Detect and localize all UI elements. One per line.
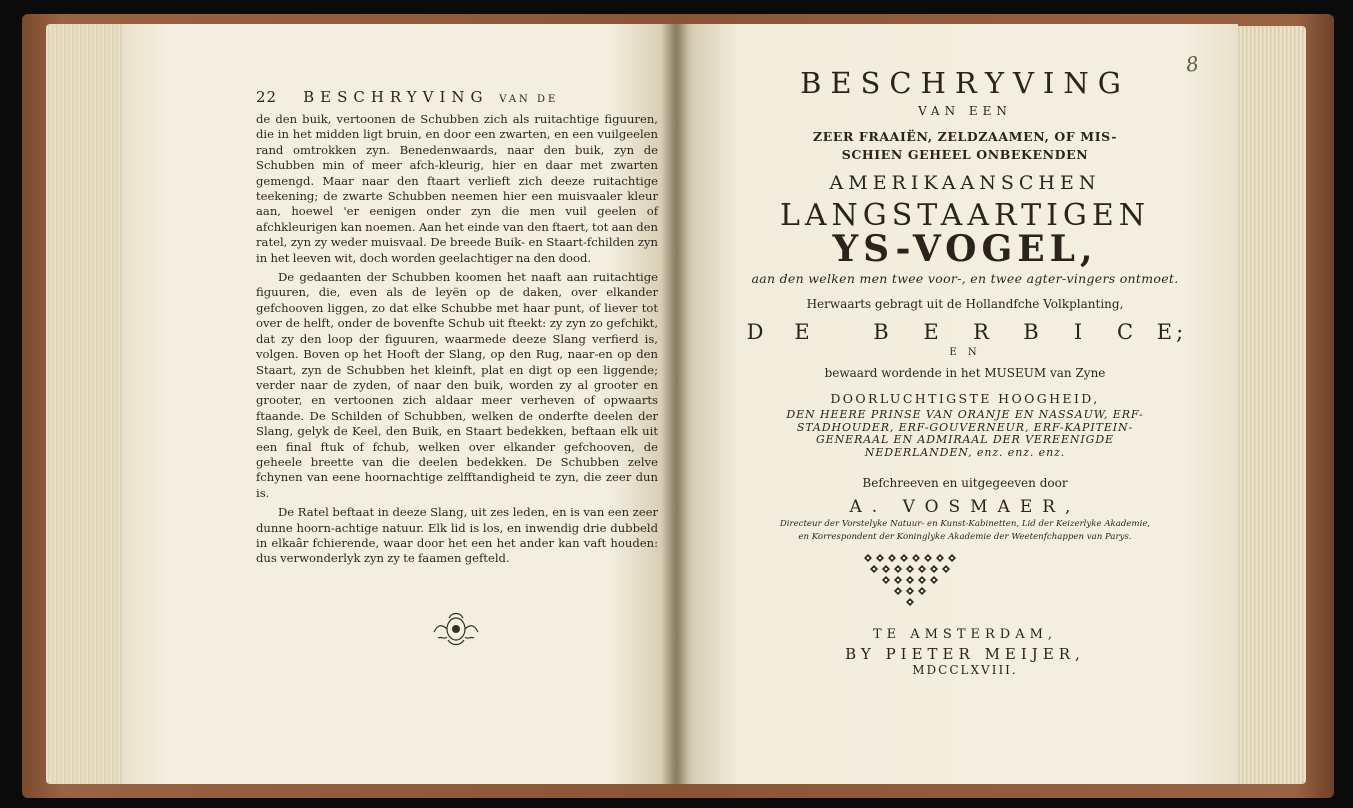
title-van-een: VAN EEN xyxy=(918,104,1012,118)
fleuron-dot xyxy=(897,590,900,593)
running-head xyxy=(256,88,666,106)
prince-line: GENERAAL EN ADMIRAAL DER VEREENIGDE xyxy=(816,433,1114,447)
bleed-through-text xyxy=(560,624,650,684)
fleuron-ornament xyxy=(858,552,962,610)
berbice-letter: E; xyxy=(1156,320,1188,344)
berbice-letter: R xyxy=(973,320,993,344)
paragraph: De gedaanten der Schubben koomen het naaft aan ruitachtige figuuren, die, even als de leyën op de daken, over elkander gefchooven liggen, zo dat elke Schubbe met haar punt, of liever tot over de helft, onder de bovenfte Schub uit fteekt: zy zyn zo gefchikt, dat zy den loop der figuuren, waarmede deeze Slang verfierd is, volgen. Boven op het Hooft der Slang, op den Rug, naar-en op den Staart, zyn de Schubben het kleinft, plat en digt op een liggende; verder naar de zyden, of naar den buik, worden zy al grooter en grooter, en vertoonen zich aldaar meer verheven of opwaarts ftaande. De Schilden of Schubben, welken de onderfte deelen der Slang, gelyk de Keel, den Buik, en Staart bedekken, beftaan elk uit een final ftuk of fchub, welken over elkander gefchooven, de geheele breette van die deelen bedekken. De Schubben zelve fchynen van eene hoornachtige zelfftandigheid te zyn, die zeer dun is. xyxy=(256,270,658,500)
running-head-title: BESCHRYVING xyxy=(303,88,489,106)
herwaarts-line: Herwaarts gebragt uit de Hollandfche Volkplanting, xyxy=(806,297,1124,311)
prince-line: STADHOUDER, ERF-GOUVERNEUR, ERF-KAPITEIN- xyxy=(796,420,1134,434)
fleuron-dot xyxy=(897,568,900,571)
fleuron-dot xyxy=(933,568,936,571)
imprint-year: MDCCLXVIII. xyxy=(912,663,1018,677)
title-langstaartigen: LANGSTAARTIGEN xyxy=(779,198,1151,233)
left-body-text xyxy=(256,112,658,567)
prince-titles xyxy=(700,409,1230,459)
berbice-letter: B xyxy=(873,320,893,344)
doorluchtigste-line: DOORLUCHTIGSTE HOOGHEID, xyxy=(830,391,1100,406)
fleuron-dot xyxy=(909,579,912,582)
running-head-suffix: VAN DE xyxy=(499,94,559,105)
fleuron-dot xyxy=(867,557,870,560)
fleuron-dot xyxy=(921,590,924,593)
berbice-letter: E xyxy=(794,320,814,344)
fleuron-dot xyxy=(873,568,876,571)
berbice-letter: C xyxy=(1116,320,1138,344)
author-credentials xyxy=(700,518,1230,544)
book-gutter xyxy=(662,24,688,784)
fleuron-dot xyxy=(909,601,912,604)
title-amerikaanschen: AMERIKAANSCHEN xyxy=(829,172,1101,194)
berbice-letter: I xyxy=(1073,320,1087,344)
berbice-letter: B xyxy=(1023,320,1043,344)
imprint-printer: BY PIETER MEIJER, xyxy=(845,645,1085,663)
imprint-place: TE AMSTERDAM, xyxy=(872,627,1058,642)
bewaard-line: bewaard wordende in het MUSEUM van Zyne xyxy=(824,366,1106,380)
credentials-line: en Korrespondent der Koninglyke Akademie der Weetenfchappen van Parys. xyxy=(798,532,1132,542)
page-number: 22 xyxy=(256,88,278,106)
page-edges-right xyxy=(1236,26,1306,784)
tailpiece-ornament xyxy=(432,610,480,648)
fleuron-dot xyxy=(885,568,888,571)
fleuron-dot xyxy=(945,568,948,571)
fleuron-dot xyxy=(921,579,924,582)
prince-line: NEDERLANDEN, enz. enz. enz. xyxy=(864,445,1066,459)
subtitle-line: ZEER FRAAIËN, ZELDZAAMEN, OF MIS- xyxy=(812,129,1118,144)
handwritten-folio-number: 8 xyxy=(1184,51,1201,77)
berbice-letter: E xyxy=(923,320,943,344)
fleuron-dot xyxy=(915,557,918,560)
title: BESCHRYVING xyxy=(800,66,1130,100)
fleuron-dot xyxy=(903,557,906,560)
fleuron-dot xyxy=(909,568,912,571)
author-name: A. VOSMAER, xyxy=(849,497,1081,517)
fleuron-dot xyxy=(927,557,930,560)
paragraph: De Ratel beftaat in deeze Slang, uit zes leden, en is van een zeer dunne hoorn-achtige natuur. Elk lid is los, en inwendig drie dubbeld in elkaâr fchierende, waar door het een het ander kan vaft houden: dus verwonderlyk zyn zy te faamen gefteld. xyxy=(256,505,658,566)
title-ys-vogel: YS-VOGEL, xyxy=(832,228,1098,270)
subtitle-line: SCHIEN GEHEEL ONBEKENDEN xyxy=(841,147,1089,162)
subtitle xyxy=(700,128,1230,164)
befchreeven-line: Befchreeven en uitgegeeven door xyxy=(862,476,1068,490)
fleuron-dot xyxy=(921,568,924,571)
credentials-line: Directeur der Vorstelyke Natuur- en Kunst-Kabinetten, Lid der Keizerlyke Akademie, xyxy=(779,519,1151,529)
fleuron-dot xyxy=(891,557,894,560)
page-edges-left xyxy=(46,24,128,784)
prince-line: DEN HEERE PRINSE VAN ORANJE EN NASSAUW, ERF- xyxy=(786,408,1144,421)
fleuron-dot xyxy=(879,557,882,560)
berbice-letter: D xyxy=(746,320,768,344)
fleuron-dot xyxy=(897,579,900,582)
paragraph: de den buik, vertoonen de Schubben zich als ruitachtige figuuren, die in het midden ligt bruin, en door een zwarten, en een vuilgeelen rand omtrokken zyn. Benedenwaards, naar den buik, zyn de Schubben min of meer afch-kleurig, hier en daar met zwarten gemengd. Maar naar den ftaart verlieft zich deeze ruitachtige teekening; de zwarte Schubben neemen hier een muisvaaler kleur aan, hoewel 'er eenigen onder zyn die men vuil geelen of afchkleurigen kan noemen. Aan het einde van den ftaert, tot aan den ratel, zyn zy weder muisvaal. De breede Buik- en Staart-fchilden zyn in het leeven wit, doch worden geelachtiger na den dood. xyxy=(256,112,658,265)
fleuron-dot xyxy=(939,557,942,560)
en-line: E N xyxy=(949,347,981,358)
fleuron-dot xyxy=(885,579,888,582)
fleuron-dot xyxy=(951,557,954,560)
berbice-line xyxy=(700,320,1230,344)
fleuron-dot xyxy=(909,590,912,593)
fleuron-dot xyxy=(933,579,936,582)
italic-description: aan den welken men twee voor-, en twee agter-vingers ontmoet. xyxy=(751,271,1179,286)
